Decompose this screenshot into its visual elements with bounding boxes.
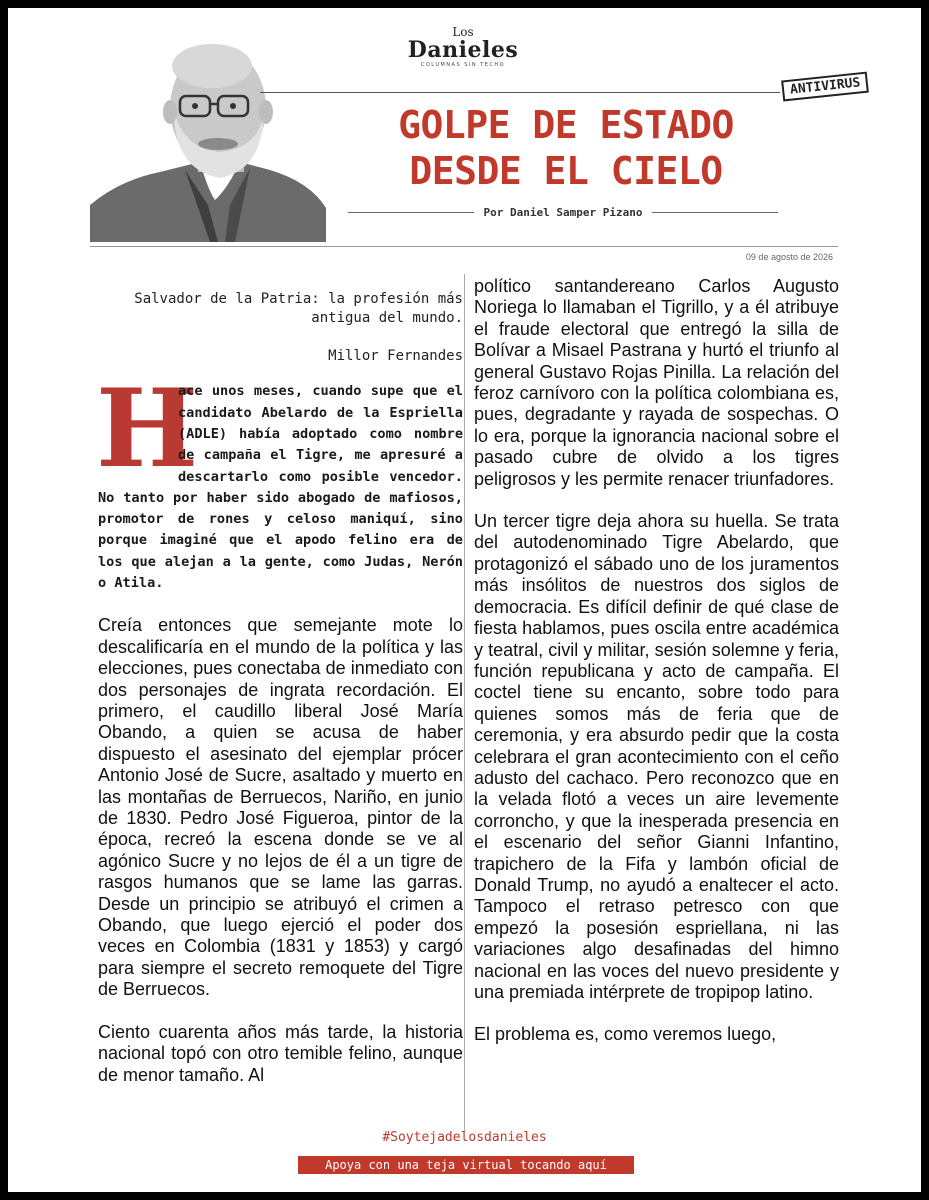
lede-paragraph bbox=[96, 366, 463, 594]
body-paragraph: Ciento cuarenta años más tarde, la historia nacional topó con otro temible felino, aunque de menor tamaño. Al bbox=[98, 1021, 463, 1085]
brand-tagline: COLUMNAS SIN TECHO bbox=[420, 62, 506, 68]
brand-los: Los bbox=[452, 25, 474, 39]
author-portrait bbox=[90, 30, 326, 242]
article-title bbox=[326, 102, 806, 194]
body-paragraph: Un tercer tigre deja ahora su huella. Se trata del autodenominado Tigre Abelardo, que protagonizó el sábado uno de los juramentos más insólitos de nuestros dos siglos de democracia. Es difícil definir de qué clase de fiesta hablamos, pues oscila entre académica y teatral, civil y militar, sesión solemne y feria, función republicana y acto de campaña. El coctel tiene su encanto, sobre todo para quienes somos más de feria que de ceremonia, y era absurdo pedir que la costa celebrara el gran acontecimiento con el ceño adusto del cachaco. Pero reconozco que en la velada flotó a veces un aire levemente corroncho, y que la inesperada presencia en el escenario del señor Gianni Infantino, trapichero de la Fifa y lambón oficial de Donald Trump, no ayudó a enaltecer el acto. Tampoco el retraso petresco con que empezó la posesión espriellana, ni las variaciones algo desafinadas del himno nacional en las voces del nuevo presidente y una premiada intérprete de tropipop latino. bbox=[474, 511, 839, 1002]
byline-rule-right bbox=[652, 212, 778, 213]
publish-date: 09 de agosto de 2026 bbox=[745, 252, 833, 262]
title-line-2: DESDE EL CIELO bbox=[409, 149, 723, 193]
byline-row bbox=[348, 206, 778, 219]
body-paragraph: político santandereano Carlos Augusto Noriega lo llamaban el Tigrillo, y a él atribuye el fraude electoral que entregó la silla de Bolívar a Misael Pastrana y hurtó el triunfo al general Gustavo Rojas Pinilla. La relación del feroz carnívoro con la política colombiana es, pues, degradante y rayada de sospechas. O lo era, porque la ignorancia nacional sobre el pasado cubre de olvido a los tigres peligrosos y les permite renacer triunfadores. bbox=[474, 276, 839, 489]
drop-cap: H bbox=[96, 366, 199, 493]
column-divider bbox=[464, 274, 465, 1132]
brand-logo bbox=[388, 26, 538, 68]
article-page bbox=[8, 8, 921, 1192]
byline-rule-left bbox=[348, 212, 474, 213]
byline: Por Daniel Samper Pizano bbox=[483, 206, 643, 219]
antivirus-stamp: ANTIVIRUS bbox=[781, 72, 869, 102]
right-column bbox=[474, 276, 839, 1046]
title-line-1: GOLPE DE ESTADO bbox=[398, 103, 734, 147]
support-button[interactable]: Apoya con una teja virtual tocando aquí bbox=[298, 1156, 634, 1174]
header-rule bbox=[260, 92, 780, 93]
brand-name: Danieles bbox=[407, 37, 519, 63]
lede-text: ace unos meses, cuando supe que el candidato Abelardo de la Espriella (ADLE) había adoptado como nombre de campaña el Tigre, me apresuré a descartarlo como posible vencedor. No tanto por haber sido abogado de mafiosos, promotor de rones y celoso maniquí, sino porque imaginé que el apodo felino era de los que alejan a la gente, como Judas, Nerón o Atila. bbox=[98, 383, 463, 592]
left-column bbox=[98, 272, 463, 1086]
epigraph-quote: Salvador de la Patria: la profesión más antigua del mundo. bbox=[134, 291, 463, 326]
body-paragraph: El problema es, como veremos luego, bbox=[474, 1024, 777, 1045]
body-paragraph: Creía entonces que semejante mote lo descalificaría en el mundo de la política y las elecciones, pues conectaba de inmediato con dos personajes de ingrata recordación. El primero, el caudillo liberal José María Obando, a quien se acusa de haber dispuesto el asesinato del ejemplar prócer Antonio José de Sucre, asaltado y muerto en las montañas de Berruecos, Nariño, en junio de 1830. Pedro José Figueroa, pintor de la época, recreó la escena donde se ve al agónico Sucre y no lejos de él a un tigre de rasgos humanos que se lame las garras. Desde un principio se atribuyó el crimen a Obando, que luego ejerció el poder dos veces en Colombia (1831 y 1853) y cargó para siempre el secreto remoquete del Tigre de Berruecos. bbox=[98, 615, 463, 1000]
epigraph-author: Millor Fernandes bbox=[328, 348, 463, 364]
hashtag-link[interactable]: #Soytejadelosdanieles bbox=[382, 1130, 547, 1145]
header-bottom-rule bbox=[90, 246, 838, 247]
